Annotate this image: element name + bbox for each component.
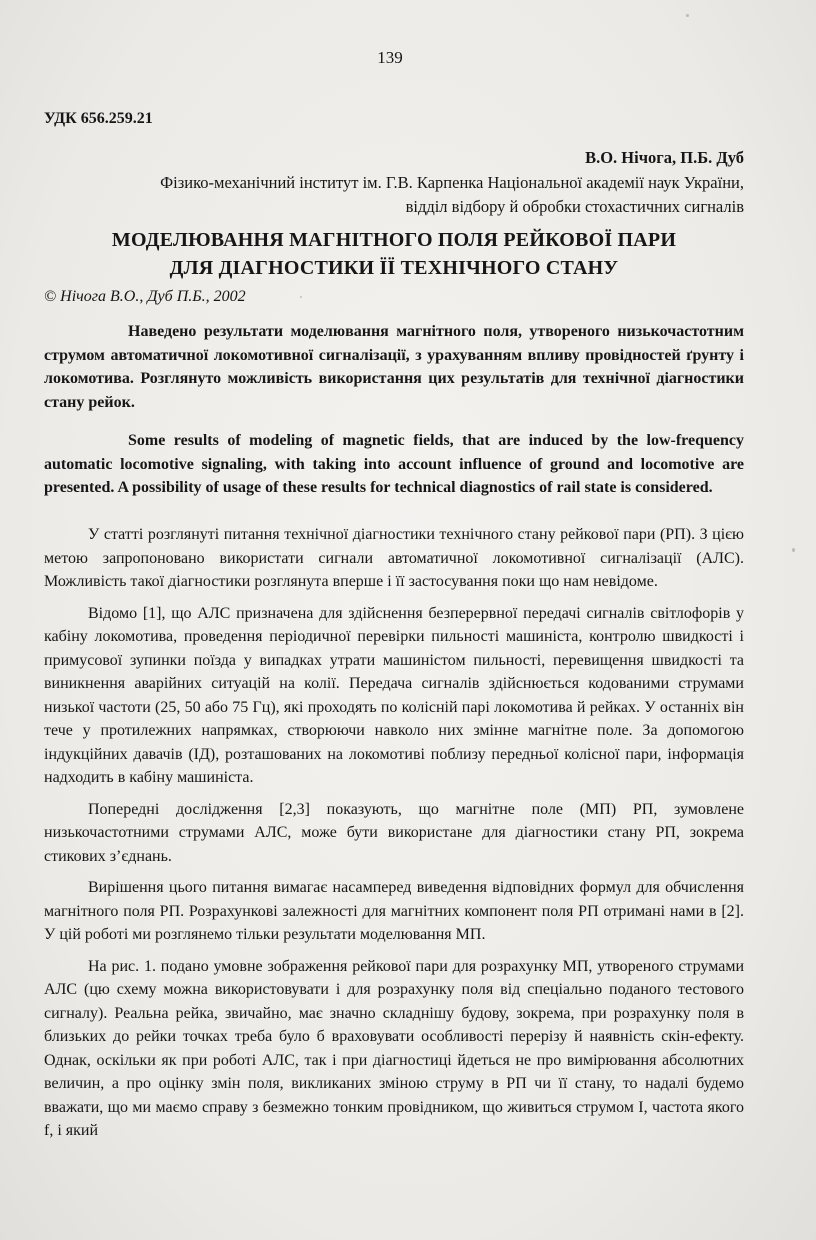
paragraph: У статті розглянуті питання технічної діагностики технічного стану рейкової пари (РП). З цією метою запропоновано використати сигнали автоматичної локомотивної сигналізації (АЛС). Можливість такої діагностики розглянута вперше і її застосування поки що нам невідоме. [44,526,744,590]
title-line-1: МОДЕЛЮВАННЯ МАГНІТНОГО ПОЛЯ РЕЙКОВОЇ ПАРИ [111,229,677,251]
affiliation-line-1: Фізико-механічний інститут ім. Г.В. Карпенка Національної академії наук України, [160,173,744,192]
body-text [44,523,744,1151]
abstract-english [44,429,744,500]
abstract-ukrainian [44,320,744,414]
paragraph: Попередні дослідження [2,3] показують, що магнітне поле (МП) РП, зумовлене низькочастотними струмами АЛС, може бути використане для діагностики стану РП, зокрема стикових з’єднань. [44,800,744,865]
authors: В.О. Нічога, П.Б. Дуб [585,148,744,167]
abstract-en-text: Some results of modeling of magnetic fields, that are induced by the low-frequency automatic locomotive signaling, with taking into account influence of ground and locomotive are presented. A possibility of usage of these results for technical diagnostics of rail state is considered. [44,432,744,496]
scan-speck [300,296,302,298]
affiliation [44,171,744,219]
paragraph: Відомо [1], що АЛС призначена для здійснення безперервної передачі сигналів світлофорів у кабіну локомотива, проведення періодичної перевірки пильності машиніста, контролю швидкості і примусової зупинки поїзда у випадках утрати машиністом пильності, перевищення швидкості та виникнення аварійних ситуацій на колії. Передача сигналів здійснюється кодованими струмами низької частоти (25, 50 або 75 Гц), які проходять по колісній парі локомотива й рейках. У останніх він тече у протилежних напрямках, створюючи навколо них змінне магнітне поле. За допомогою індукційних давачів (ІД), розташованих на локомотиві поблизу передньої колісної пари, інформація надходить в кабіну машиніста. [44,604,744,786]
paragraph: Вирішення цього питання вимагає насамперед виведення відповідних формул для обчислення магнітного поля РП. Розрахункові залежності для магнітних компонент поля РП отримані нами в [2]. У цій роботі ми розглянемо тільки результати моделювання МП. [44,879,744,943]
abstract-uk-text: Наведено результати моделювання магнітного поля, утвореного низькочастотним струмом автоматичної локомотивної сигналізації, з урахуванням впливу провідностей ґрунту і локомотива. Розглянуто можливість використання цих результатів для технічної діагностики стану рейок. [44,323,744,411]
paragraph: На рис. 1. подано умовне зображення рейкової пари для розрахунку МП, утвореного струмами АЛС (цю схему можна використовувати і для розрахунку поля від спеціально поданого тестового сигналу). Реальна рейка, звичайно, має значно складнішу будову, зокрема, при розрахунку поля в близьких до рейки точках треба було б враховувати особливості перерізу й наявність скін-ефекту. Однак, оскільки як при роботі АЛС, так і при діагностиці йдеться не про вимірювання абсолютних величин, а про оцінку змін поля, викликаних зміною струму в РП чи її стану, то надалі будемо вважати, що ми маємо справу з безмежно тонким провідником, що живиться струмом I, частота якого f, і який [44,957,744,1139]
copyright: © Нічога В.О., Дуб П.Б., 2002 [44,288,246,305]
affiliation-line-2: відділ відбору й обробки стохастичних сигналів [405,197,744,216]
title-line-2: ДЛЯ ДІАГНОСТИКИ ЇЇ ТЕХНІЧНОГО СТАНУ [169,257,619,279]
scan-speck [792,548,795,552]
udk-code: УДК 656.259.21 [44,110,153,127]
scan-speck [686,14,689,17]
page-number: 139 [377,48,403,67]
paper-title [44,226,744,282]
